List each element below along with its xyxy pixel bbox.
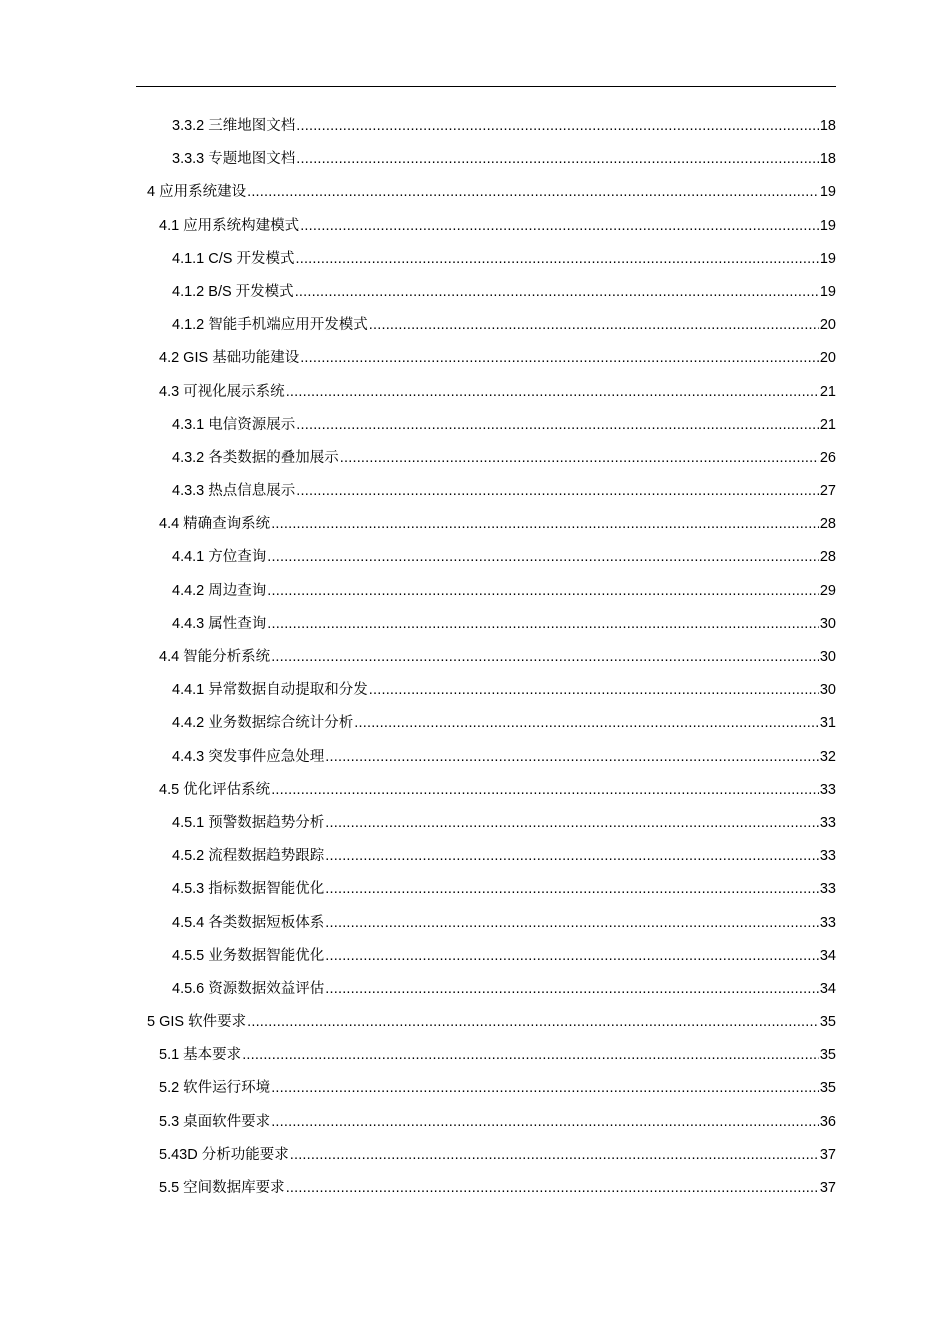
toc-entry-title: 4.4 智能分析系统: [159, 649, 271, 665]
toc-entry-page-number: 19: [819, 250, 836, 267]
toc-entry-title: 5.1 基本要求: [159, 1047, 242, 1064]
toc-entry-page-number: 33: [819, 881, 836, 898]
toc-entry-page-number: 35: [819, 1080, 836, 1097]
toc-dot-leader: [325, 873, 819, 906]
toc-entry[interactable]: [0, 376, 950, 409]
toc-entry-title: 4 应用系统建设: [147, 184, 247, 201]
toc-entry-page-number: 34: [819, 980, 836, 997]
toc-entry[interactable]: [0, 575, 950, 608]
toc-entry-title: 4.3.2 各类数据的叠加展示: [172, 449, 339, 466]
toc-dot-leader: [296, 475, 819, 508]
toc-entry[interactable]: [0, 973, 950, 1006]
toc-entry-title: 5.5 空间数据库要求: [159, 1180, 285, 1196]
toc-entry-page-number: 18: [819, 151, 836, 168]
toc-entry[interactable]: [0, 907, 950, 940]
toc-entry-page-number: 18: [819, 118, 836, 134]
toc-entry-title: 4.4.2 业务数据综合统计分析: [172, 715, 354, 732]
toc-entry-page-number: 26: [819, 449, 836, 466]
toc-dot-leader: [271, 641, 819, 674]
toc-entry[interactable]: [0, 342, 950, 375]
toc-entry[interactable]: [0, 176, 950, 209]
toc-dot-leader: [271, 1106, 819, 1139]
toc-entry-page-number: 33: [819, 781, 836, 798]
toc-dot-leader: [325, 907, 819, 940]
toc-entry-title: 4.5.4 各类数据短板体系: [172, 914, 325, 931]
toc-dot-leader: [295, 276, 819, 309]
toc-entry-page-number: 30: [819, 682, 836, 699]
toc-entry-title: 4.5 优化评估系统: [159, 781, 271, 798]
toc-entry[interactable]: [0, 243, 950, 276]
toc-entry[interactable]: [0, 475, 950, 508]
toc-dot-leader: [296, 143, 819, 176]
toc-entry[interactable]: [0, 143, 950, 176]
toc-entry-title: 4.4.1 方位查询: [172, 549, 267, 566]
toc-entry-page-number: 31: [819, 715, 836, 732]
toc-entry-page-number: 19: [819, 283, 836, 300]
toc-dot-leader: [286, 376, 819, 409]
toc-entry[interactable]: [0, 541, 950, 574]
header-rule: [136, 86, 836, 87]
toc-entry-page-number: 35: [819, 1014, 836, 1031]
toc-dot-leader: [242, 1039, 819, 1072]
toc-dot-leader: [300, 342, 819, 375]
toc-dot-leader: [247, 176, 819, 209]
toc-dot-leader: [369, 309, 819, 342]
toc-entry[interactable]: [0, 1139, 950, 1172]
toc-entry-title: 4.3.3 热点信息展示: [172, 483, 296, 500]
toc-dot-leader: [325, 940, 819, 973]
toc-entry-page-number: 33: [819, 814, 836, 831]
toc-entry[interactable]: [0, 1039, 950, 1072]
toc-entry[interactable]: [0, 707, 950, 740]
toc-entry-title: 4.4.3 属性查询: [172, 615, 267, 632]
toc-entry-title: 4.5.3 指标数据智能优化: [172, 881, 325, 898]
toc-entry[interactable]: [0, 840, 950, 873]
toc-entry[interactable]: [0, 674, 950, 707]
toc-entry[interactable]: [0, 807, 950, 840]
toc-dot-leader: [267, 608, 819, 641]
toc-entry-title: 5 GIS 软件要求: [147, 1014, 247, 1031]
toc-dot-leader: [271, 508, 819, 541]
toc-entry-page-number: 21: [819, 416, 836, 433]
toc-entry[interactable]: [0, 741, 950, 774]
toc-entry-page-number: 34: [819, 947, 836, 964]
toc-entry-page-number: 33: [819, 914, 836, 931]
toc-entry[interactable]: [0, 1106, 950, 1139]
toc-entry-page-number: 29: [819, 582, 836, 599]
toc-dot-leader: [325, 807, 819, 840]
toc-entry[interactable]: [0, 940, 950, 973]
toc-entry[interactable]: [0, 309, 950, 342]
toc-entry-title: 4.2 GIS 基础功能建设: [159, 350, 300, 367]
toc-dot-leader: [247, 1006, 819, 1039]
toc-entry-title: 4.4.3 突发事件应急处理: [172, 748, 325, 765]
toc-dot-leader: [340, 442, 819, 475]
toc-entry-title: 4.4.1 异常数据自动提取和分发: [172, 682, 368, 699]
toc-entry-title: 5.3 桌面软件要求: [159, 1113, 271, 1130]
toc-entry[interactable]: [0, 641, 950, 674]
toc-entry[interactable]: [0, 442, 950, 475]
toc-entry-title: 4.5.1 预警数据趋势分析: [172, 814, 325, 831]
toc-entry-title: 3.3.3 专题地图文档: [172, 151, 296, 168]
toc-dot-leader: [325, 973, 819, 1006]
toc-entry[interactable]: [0, 409, 950, 442]
toc-entry-page-number: 35: [819, 1047, 836, 1064]
toc-entry[interactable]: [0, 774, 950, 807]
toc-dot-leader: [271, 774, 819, 807]
toc-entry-title: 4.5.2 流程数据趋势跟踪: [172, 848, 325, 865]
toc-entry[interactable]: [0, 508, 950, 541]
toc-entry[interactable]: [0, 210, 950, 243]
toc-entry-title: 4.4 精确查询系统: [159, 516, 271, 533]
toc-dot-leader: [286, 1172, 819, 1205]
toc-dot-leader: [296, 409, 819, 442]
toc-entry-title: 4.1 应用系统构建模式: [159, 217, 300, 234]
toc-entry-page-number: 28: [819, 516, 836, 533]
toc-dot-leader: [300, 210, 819, 243]
toc-entry-title: 4.5.5 业务数据智能优化: [172, 947, 325, 964]
toc-entry-page-number: 20: [819, 317, 836, 334]
toc-dot-leader: [354, 707, 819, 740]
toc-entry-page-number: 37: [819, 1180, 836, 1196]
toc-entry-page-number: 30: [819, 649, 836, 665]
toc-entry-title: 5.43D 分析功能要求: [159, 1146, 289, 1163]
toc-entry-page-number: 20: [819, 350, 836, 367]
toc-dot-leader: [267, 575, 819, 608]
toc-entry-title: 5.2 软件运行环境: [159, 1080, 271, 1097]
toc-entry-page-number: 19: [819, 217, 836, 234]
toc-dot-leader: [325, 840, 819, 873]
toc-entry-title: 4.1.2 智能手机端应用开发模式: [172, 317, 368, 334]
toc-entry-page-number: 32: [819, 748, 836, 765]
toc-dot-leader: [267, 541, 819, 574]
toc-dot-leader: [325, 741, 819, 774]
toc-dot-leader: [369, 674, 819, 707]
toc-entry-title: 4.4.2 周边查询: [172, 582, 267, 599]
toc-entry-page-number: 27: [819, 483, 836, 500]
toc-dot-leader: [271, 1072, 819, 1105]
toc-entry-title: 4.1.1 C/S 开发模式: [172, 250, 295, 267]
toc-entry-page-number: 33: [819, 848, 836, 865]
toc-entry-title: 4.5.6 资源数据效益评估: [172, 980, 325, 997]
toc-entry[interactable]: [0, 276, 950, 309]
toc-entry[interactable]: [0, 1006, 950, 1039]
table-of-contents: [0, 110, 950, 1205]
toc-entry[interactable]: [0, 110, 950, 143]
toc-entry-page-number: 21: [819, 383, 836, 400]
toc-entry-page-number: 30: [819, 615, 836, 632]
toc-entry[interactable]: [0, 873, 950, 906]
toc-dot-leader: [296, 110, 819, 143]
toc-entry[interactable]: [0, 1172, 950, 1205]
toc-entry-title: 4.1.2 B/S 开发模式: [172, 283, 294, 300]
toc-entry-title: 4.3.1 电信资源展示: [172, 416, 296, 433]
toc-dot-leader: [290, 1139, 819, 1172]
toc-entry-page-number: 28: [819, 549, 836, 566]
toc-entry[interactable]: [0, 1072, 950, 1105]
toc-entry[interactable]: [0, 608, 950, 641]
toc-entry-title: 3.3.2 三维地图文档: [172, 118, 296, 134]
toc-entry-title: 4.3 可视化展示系统: [159, 383, 285, 400]
toc-entry-page-number: 19: [819, 184, 836, 201]
toc-dot-leader: [295, 243, 818, 276]
toc-entry-page-number: 37: [819, 1146, 836, 1163]
toc-entry-page-number: 36: [819, 1113, 836, 1130]
